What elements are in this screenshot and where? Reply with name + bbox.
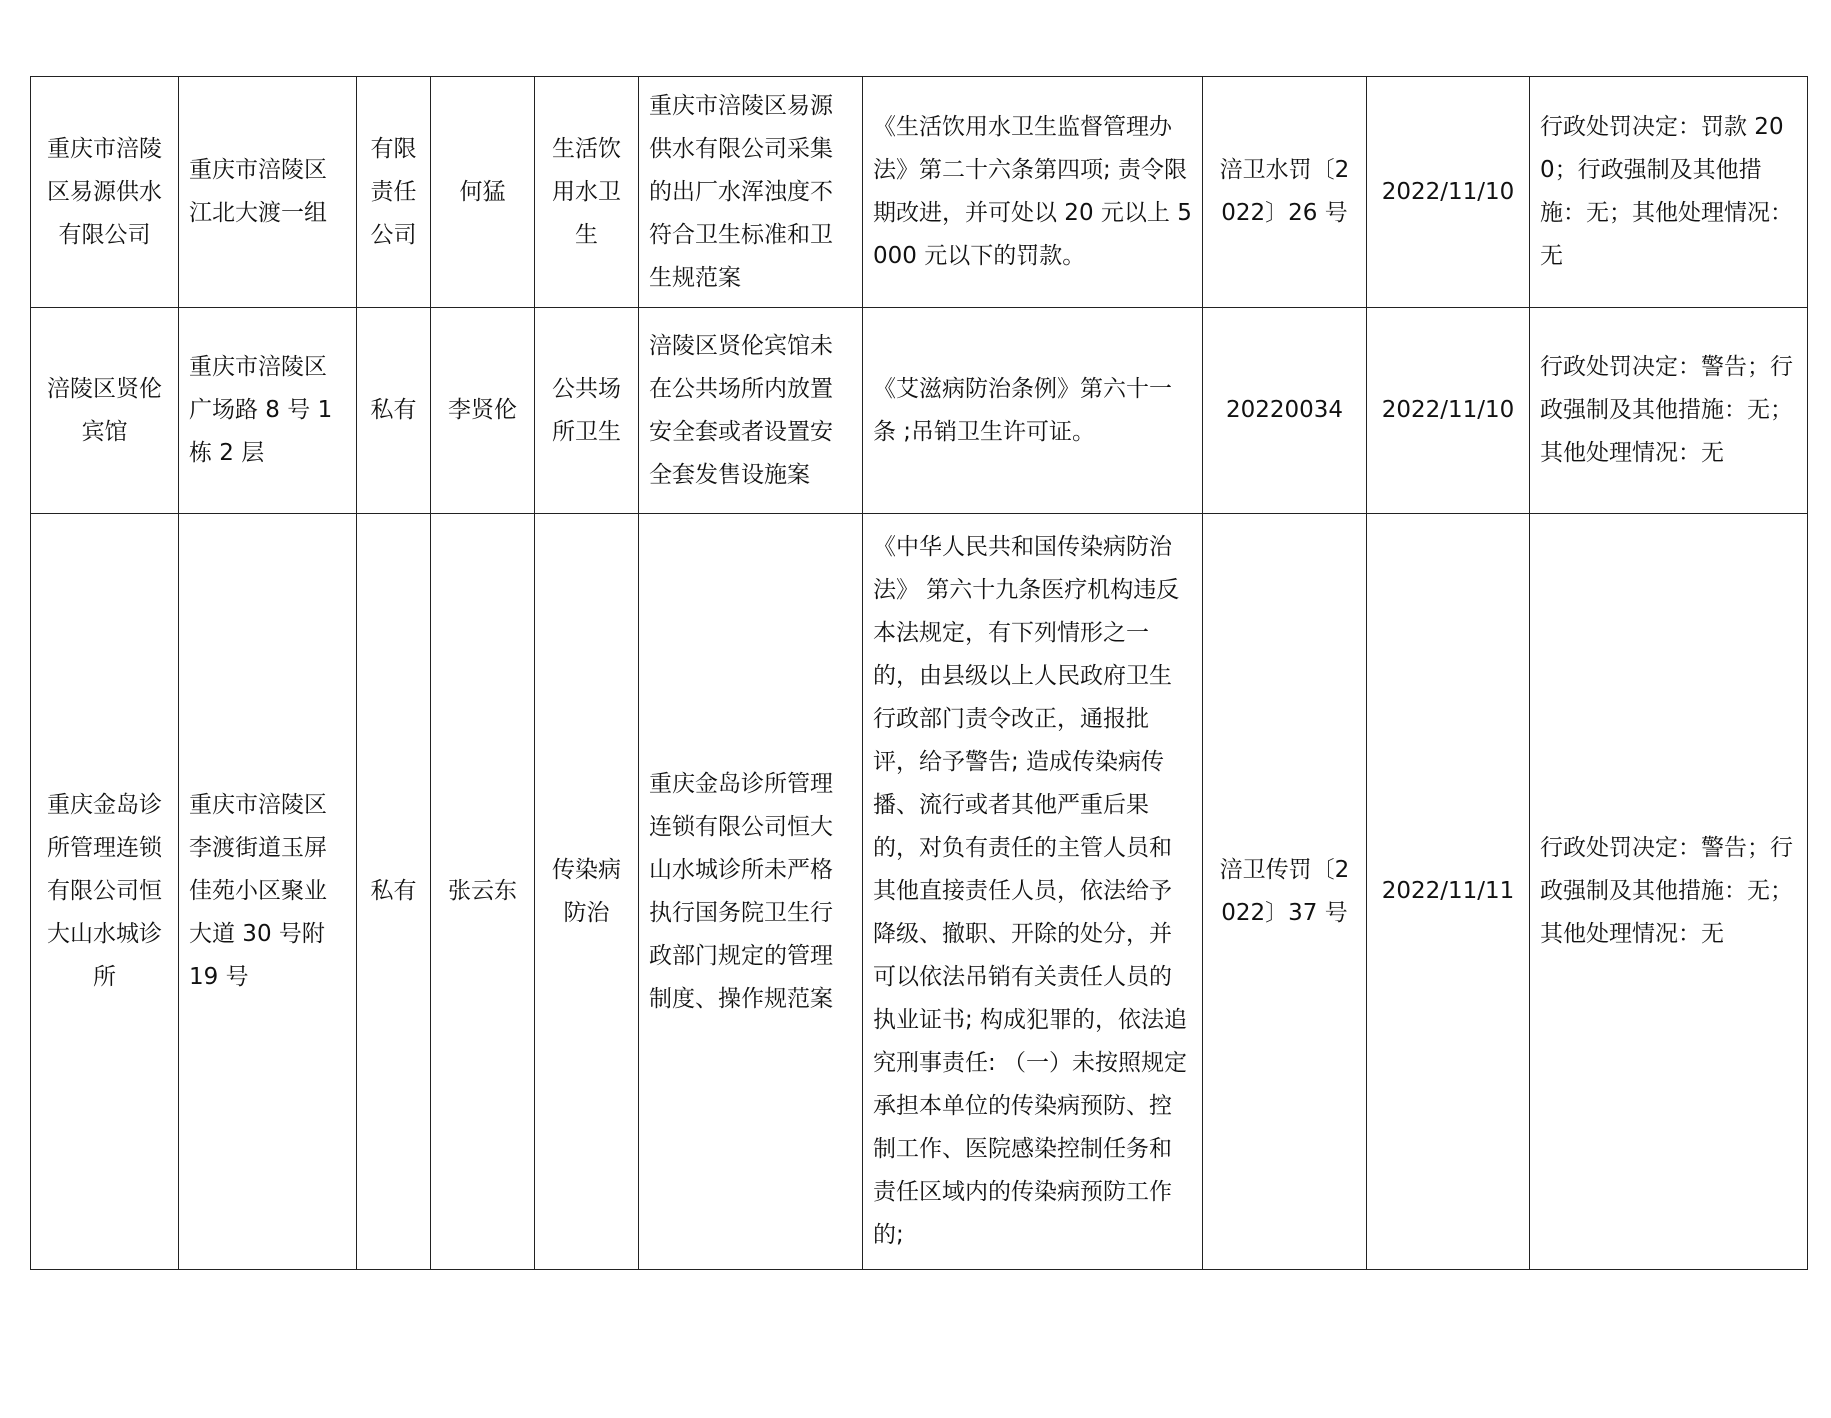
entity-name-cell: 重庆市涪陵区易源供水有限公司 — [31, 77, 179, 308]
legal-basis-cell: 《中华人民共和国传染病防治法》 第六十九条医疗机构违反本法规定，有下列情形之一的，由县级以上人民政府卫生行政部门责令改正，通报批评，给予警告; 造成传染病传播、流行或者其他严重后果的，对负有责任的主管人员和其他直接责任人员，依法给予降级、撤职、开除的处分，并可以依法吊销有关责任人员的执业证书; 构成犯罪的，依法追究刑事责任: （一）未按照规定承担本单位的传染病预防、控制工作、医院感染控制任务和责任区域内的传染病预防工作的; — [863, 514, 1203, 1270]
entity-name-cell: 重庆金岛诊所管理连锁有限公司恒大山水城诊所 — [31, 514, 179, 1270]
case-name-cell: 涪陵区贤伦宾馆未在公共场所内放置安全套或者设置安全套发售设施案 — [639, 308, 863, 514]
document-number-cell: 涪卫传罚〔2022〕37 号 — [1203, 514, 1367, 1270]
entity-name-cell: 涪陵区贤伦宾馆 — [31, 308, 179, 514]
address-cell: 重庆市涪陵区广场路 8 号 1 栋 2 层 — [179, 308, 357, 514]
legal-representative-cell: 李贤伦 — [431, 308, 535, 514]
decision-date-cell: 2022/11/10 — [1367, 308, 1530, 514]
entity-type-cell: 私有 — [357, 308, 431, 514]
result-cell: 行政处罚决定：警告；行政强制及其他措施：无；其他处理情况：无 — [1530, 514, 1808, 1270]
entity-type-cell: 有限责任公司 — [357, 77, 431, 308]
document-number-cell: 20220034 — [1203, 308, 1367, 514]
legal-basis-cell: 《艾滋病防治条例》第六十一条 ;吊销卫生许可证。 — [863, 308, 1203, 514]
address-cell: 重庆市涪陵区江北大渡一组 — [179, 77, 357, 308]
case-name-cell: 重庆市涪陵区易源供水有限公司采集的出厂水浑浊度不符合卫生标准和卫生规范案 — [639, 77, 863, 308]
penalty-table — [30, 76, 1808, 1270]
decision-date-cell: 2022/11/11 — [1367, 514, 1530, 1270]
legal-representative-cell: 张云东 — [431, 514, 535, 1270]
table-row — [31, 308, 1808, 514]
case-name-cell: 重庆金岛诊所管理连锁有限公司恒大山水城诊所未严格执行国务院卫生行政部门规定的管理制度、操作规范案 — [639, 514, 863, 1270]
address-cell: 重庆市涪陵区李渡街道玉屏佳苑小区聚业大道 30 号附 19 号 — [179, 514, 357, 1270]
result-cell: 行政处罚决定：罚款 200；行政强制及其他措施：无；其他处理情况：无 — [1530, 77, 1808, 308]
category-cell: 传染病防治 — [535, 514, 639, 1270]
decision-date-cell: 2022/11/10 — [1367, 77, 1530, 308]
table-row — [31, 77, 1808, 308]
result-cell: 行政处罚决定：警告；行政强制及其他措施：无；其他处理情况：无 — [1530, 308, 1808, 514]
category-cell: 公共场所卫生 — [535, 308, 639, 514]
legal-basis-cell: 《生活饮用水卫生监督管理办法》第二十六条第四项; 责令限期改进，并可处以 20 元以上 5000 元以下的罚款。 — [863, 77, 1203, 308]
category-cell: 生活饮用水卫生 — [535, 77, 639, 308]
entity-type-cell: 私有 — [357, 514, 431, 1270]
legal-representative-cell: 何猛 — [431, 77, 535, 308]
table-row — [31, 514, 1808, 1270]
document-number-cell: 涪卫水罚〔2022〕26 号 — [1203, 77, 1367, 308]
